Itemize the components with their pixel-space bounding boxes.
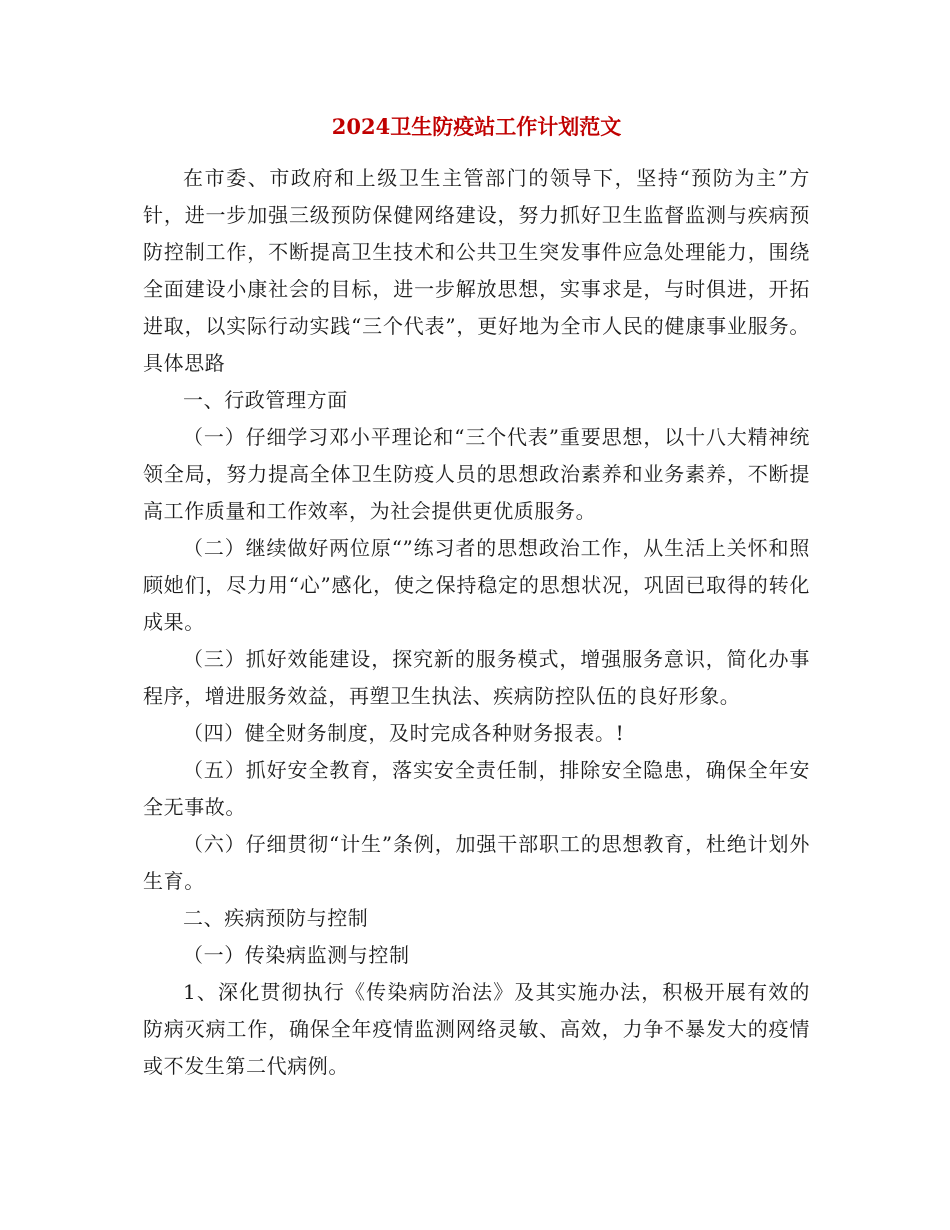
section-heading-admin: 一、行政管理方面 — [183, 388, 348, 412]
paragraph-admin-6: （六）仔细贯彻“计生”条例，加强干部职工的思想教育，杜绝计划外生育。 — [143, 832, 810, 893]
section-heading-disease: 二、疾病预防与控制 — [183, 906, 369, 930]
paragraph-admin-5: （五）抓好安全教育，落实安全责任制，排除安全隐患，确保全年安全无事故。 — [143, 758, 810, 819]
paragraph-admin-2: （二）继续做好两位原“”练习者的思想政治工作，从生活上关怀和照顾她们，尽力用“心”感化，使之保持稳定的思想状况，巩固已取得的转化成果。 — [143, 536, 810, 634]
paragraph-admin-3: （三）抓好效能建设，探究新的服务模式，增强服务意识，简化办事程序，增进服务效益，再塑卫生执法、疾病防控队伍的良好形象。 — [143, 647, 810, 708]
paragraph-infectious-1: 1、深化贯彻执行《传染病防治法》及其实施办法，积极开展有效的防病灭病工作，确保全年疫情监测网络灵敏、高效，力争不暴发大的疫情或不发生第二代病例。 — [143, 980, 810, 1078]
subsection-heading-infectious: （一）传染病监测与控制 — [183, 943, 410, 967]
paragraph-admin-4: （四）健全财务制度，及时完成各种财务报表。! — [183, 721, 625, 745]
document-title: 2024卫生防疫站工作计划范文 — [331, 114, 622, 139]
paragraph-intro: 在市委、市政府和上级卫生主管部门的领导下，坚持“预防为主”方针，进一步加强三级预防保健网络建设，努力抓好卫生监督监测与疾病预防控制工作，不断提高卫生技术和公共卫生突发事件应急处理能力，围绕全面建设小康社会的目标，进一步解放思想，实事求是，与时俱进，开拓进取，以实际行动实践“三个代表”，更好地为全市人民的健康事业服务。具体思路 — [143, 166, 810, 375]
paragraph-admin-1: （一）仔细学习邓小平理论和“三个代表”重要思想，以十八大精神统领全局，努力提高全体卫生防疫人员的思想政治素养和业务素养，不断提高工作质量和工作效率，为社会提供更优质服务。 — [143, 425, 810, 523]
